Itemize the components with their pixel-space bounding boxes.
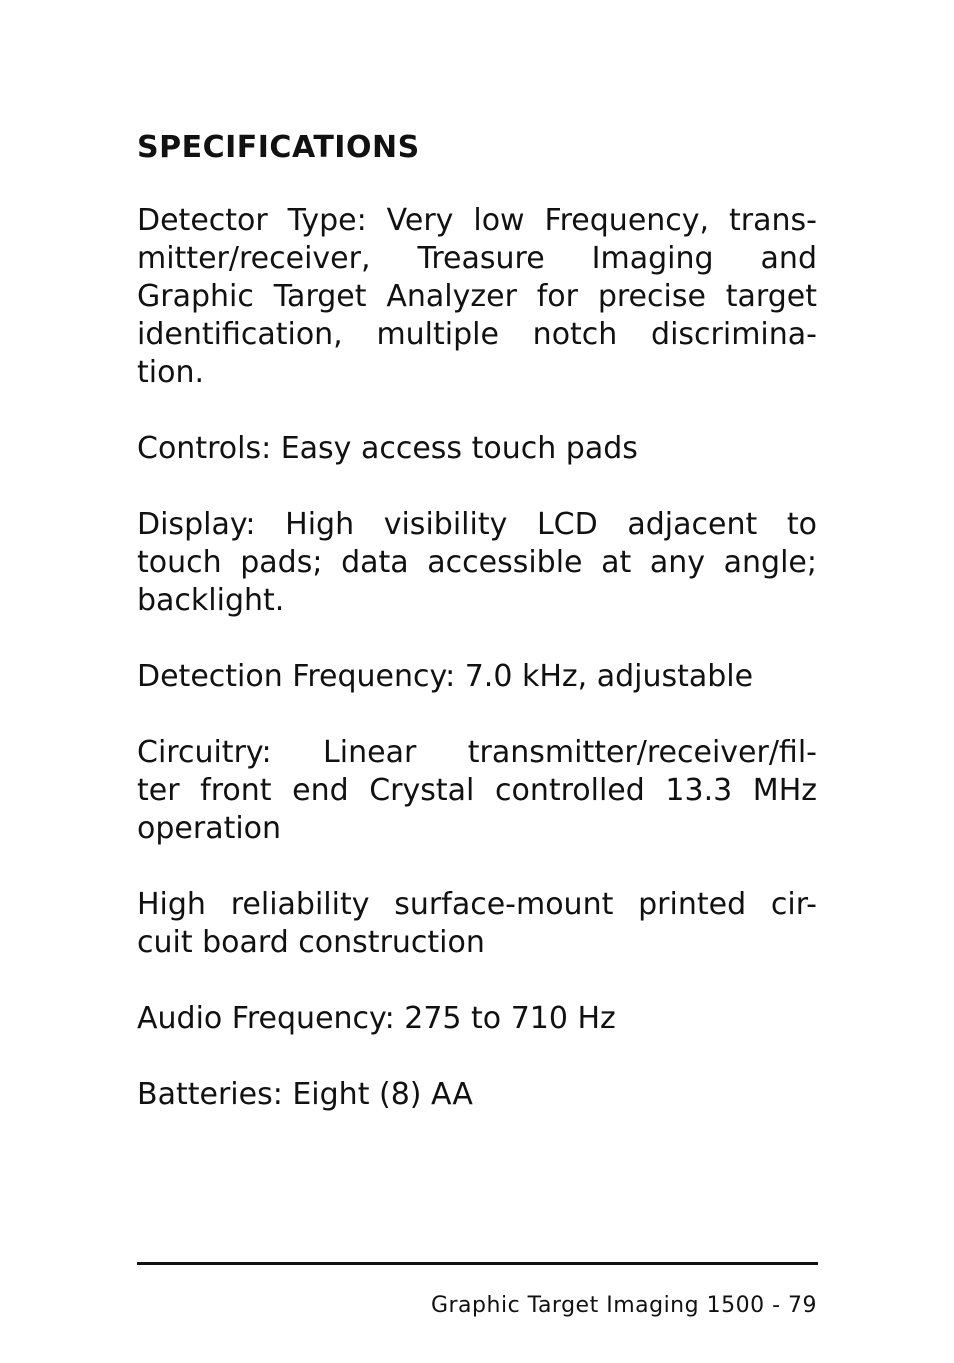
text-line: tion. [137,355,205,390]
text-line: Batteries: Eight (8) AA [137,1077,473,1112]
spec-detection-frequency [137,658,817,696]
spec-controls [137,430,817,468]
text-line: touch pads; data accessible at any angle; [137,545,817,580]
page-content [137,126,817,1152]
spec-audio-frequency [137,1000,817,1038]
text-line: Audio Frequency: 275 to 710 Hz [137,1001,616,1036]
text-line: Circuitry: Linear transmitter/receiver/fil- [137,735,817,770]
text-line: identification, multiple notch discrimina- [137,317,817,352]
text-line: Display: High visibility LCD adjacent to [137,507,817,542]
text-line: Graphic Target Analyzer for precise target [137,279,817,314]
text-line: Controls: Easy access touch pads [137,431,638,466]
spec-display [137,506,817,620]
text-line: cuit board construction [137,925,485,960]
page-footer: Graphic Target Imaging 1500 - 79 [430,1293,817,1318]
section-heading: SPECIFICATIONS [137,130,420,165]
text-line: operation [137,811,282,846]
spec-circuitry [137,734,817,848]
text-line: Detector Type: Very low Frequency, trans- [137,203,817,238]
text-line: ter front end Crystal controlled 13.3 MHz [137,773,817,808]
text-line: backlight. [137,583,285,618]
spec-circuit-board [137,886,817,962]
text-line: High reliability surface-mount printed cir- [137,887,817,922]
spec-detector-type [137,202,817,392]
footer-divider [137,1262,818,1265]
spec-batteries [137,1076,817,1114]
text-line: mitter/receiver, Treasure Imaging and [137,241,817,276]
text-line: Detection Frequency: 7.0 kHz, adjustable [137,659,754,694]
